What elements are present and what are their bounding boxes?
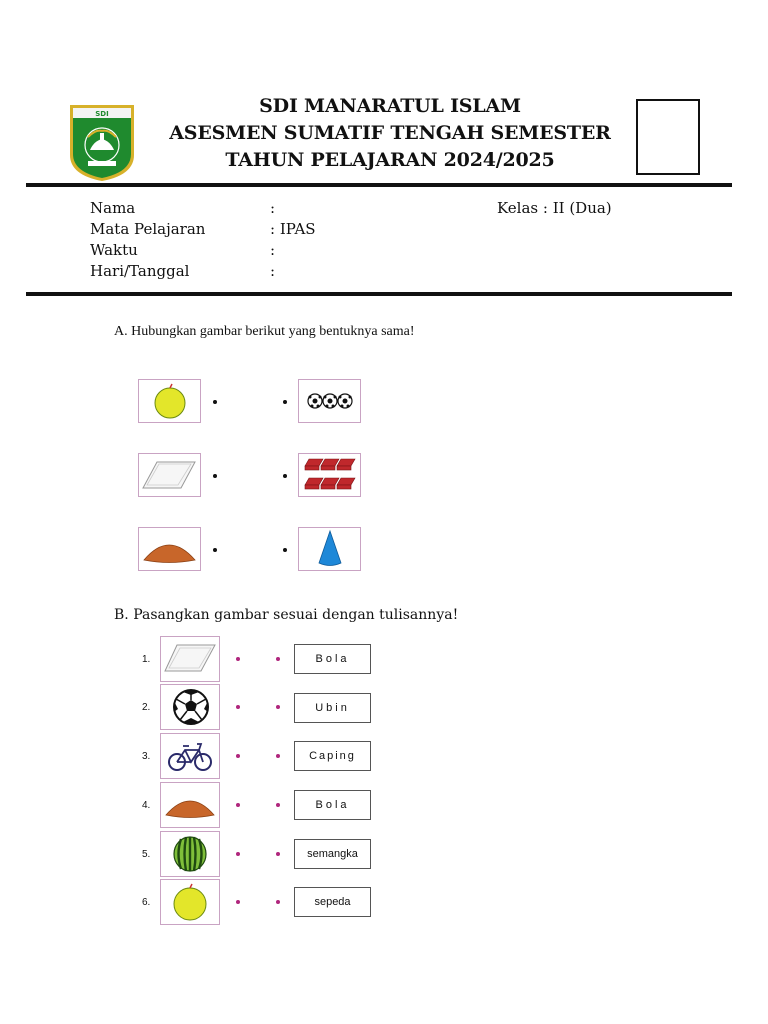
b-num-6: 6.	[142, 897, 151, 908]
a-right-dot-2[interactable]	[283, 474, 287, 478]
hari-value: :	[270, 262, 276, 280]
a-right-soccer-balls	[298, 379, 361, 423]
b-num-3: 3.	[142, 751, 151, 762]
b-num-1: 1.	[142, 654, 151, 665]
b-right-dot-6[interactable]	[276, 900, 280, 904]
a-left-floor-tile	[138, 453, 201, 497]
header-rule-top	[26, 183, 732, 187]
b-left-dot-3[interactable]	[236, 754, 240, 758]
mapel-value: : IPAS	[270, 220, 316, 238]
a-right-bricks	[298, 453, 361, 497]
b-label-3: Caping	[294, 741, 371, 771]
a-left-apple	[138, 379, 201, 423]
waktu-value: :	[270, 241, 276, 259]
b-pic-apple	[160, 879, 220, 925]
b-right-dot-4[interactable]	[276, 803, 280, 807]
b-pic-bicycle	[160, 733, 220, 779]
school-name: SDI MANARATUL ISLAM	[259, 95, 521, 117]
b-label-4: Bola	[294, 790, 371, 820]
b-left-dot-4[interactable]	[236, 803, 240, 807]
assessment-title: ASESMEN SUMATIF TENGAH SEMESTER	[169, 122, 611, 144]
header-rule-bottom	[26, 292, 732, 296]
b-label-1: Bola	[294, 644, 371, 674]
nama-value: :	[270, 199, 276, 217]
b-pic-soccer-ball	[160, 684, 220, 730]
b-label-2: Ubin	[294, 693, 371, 723]
b-right-dot-1[interactable]	[276, 657, 280, 661]
a-right-dot-1[interactable]	[283, 400, 287, 404]
b-right-dot-5[interactable]	[276, 852, 280, 856]
b-left-dot-6[interactable]	[236, 900, 240, 904]
b-right-dot-3[interactable]	[276, 754, 280, 758]
section-b-title: B. Pasangkan gambar sesuai dengan tulisannya!	[114, 607, 459, 623]
b-label-5: semangka	[294, 839, 371, 869]
a-right-dot-3[interactable]	[283, 548, 287, 552]
b-num-2: 2.	[142, 702, 151, 713]
school-logo	[68, 103, 136, 183]
b-left-dot-1[interactable]	[236, 657, 240, 661]
b-pic-cone-hat	[160, 782, 220, 828]
logo-text: SDI	[95, 110, 109, 118]
a-left-dot-1[interactable]	[213, 400, 217, 404]
b-left-dot-5[interactable]	[236, 852, 240, 856]
b-num-5: 5.	[142, 849, 151, 860]
nama-label: Nama	[90, 199, 136, 217]
b-right-dot-2[interactable]	[276, 705, 280, 709]
academic-year: TAHUN PELAJARAN 2024/2025	[225, 149, 555, 171]
b-label-6: sepeda	[294, 887, 371, 917]
a-left-dot-3[interactable]	[213, 548, 217, 552]
a-left-cone-hat	[138, 527, 201, 571]
hari-label: Hari/Tanggal	[90, 262, 190, 280]
section-a-title: A. Hubungkan gambar berikut yang bentuknya sama!	[114, 324, 415, 339]
a-left-dot-2[interactable]	[213, 474, 217, 478]
score-box	[636, 99, 700, 175]
kelas-field: Kelas : II (Dua)	[497, 199, 612, 217]
b-num-4: 4.	[142, 800, 151, 811]
b-pic-watermelon	[160, 831, 220, 877]
b-pic-floor-tile	[160, 636, 220, 682]
a-right-blue-cone	[298, 527, 361, 571]
b-left-dot-2[interactable]	[236, 705, 240, 709]
mapel-label: Mata Pelajaran	[90, 220, 206, 238]
waktu-label: Waktu	[90, 241, 138, 259]
